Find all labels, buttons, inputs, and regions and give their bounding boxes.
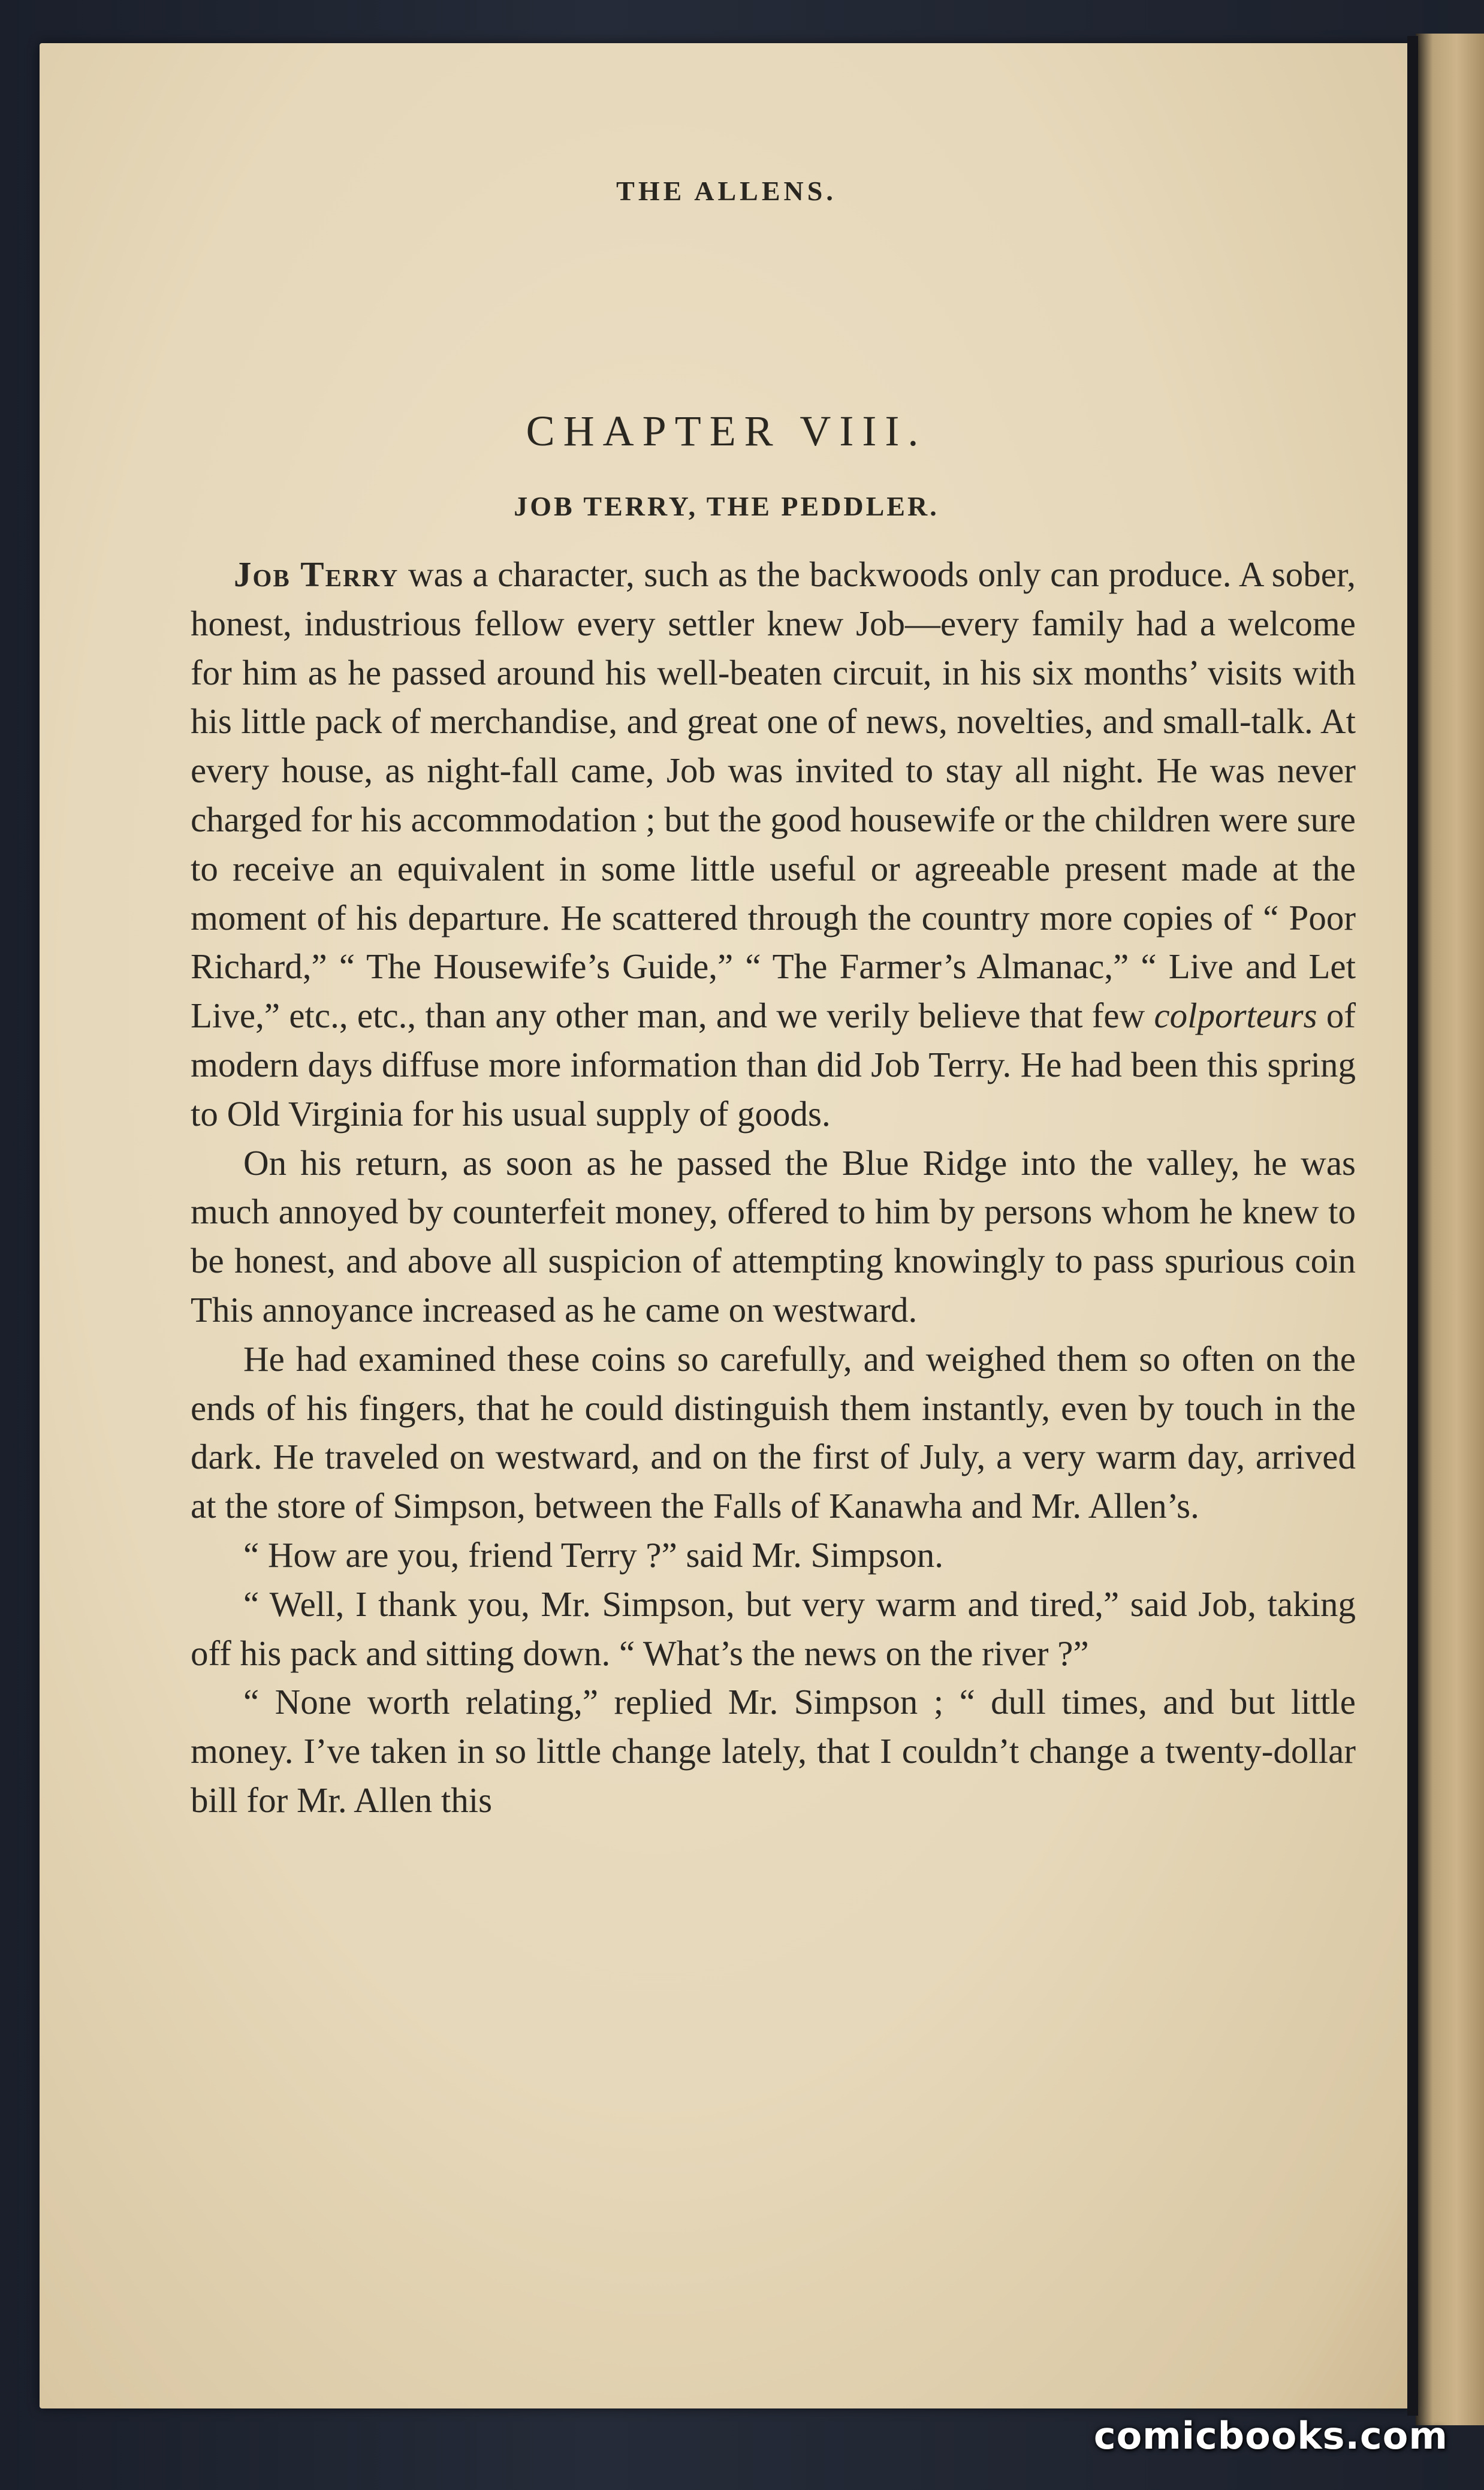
- paragraph: He had examined these coins so carefully, and weighed them so often on the ends of his fingers, that he could distinguish them instantly, even by touch in the dark. He traveled on westward, and on the first of July, a very warm day, arrived at the store of Simpson, between the Falls of Kanawha and Mr. Allen’s.: [191, 1339, 1356, 1526]
- paragraph-lead-words: Job Terry: [234, 554, 399, 594]
- paragraph: “ None worth relating,” replied Mr. Simpson ; “ dull times, and but little money. I’ve taken in so little change lately, that I couldn’t change a twenty-dollar bill for Mr. Allen this: [191, 1682, 1356, 1820]
- running-head: THE ALLENS.: [616, 176, 837, 206]
- watermark: comicbooks.com: [1093, 2414, 1448, 2458]
- chapter-subtitle: JOB TERRY, THE PEDDLER.: [514, 491, 939, 521]
- paragraph: [191, 550, 1356, 1139]
- chapter-title: CHAPTER VIII.: [526, 407, 927, 455]
- paragraph: “ Well, I thank you, Mr. Simpson, but very warm and tired,” said Job, taking off his pack and sitting down. “ What’s the news on the river ?”: [191, 1584, 1356, 1673]
- adjacent-page-edge: [1416, 34, 1484, 2425]
- italic-term: colporteurs: [1154, 996, 1317, 1036]
- paragraph-text: was a character, such as the backwoods only can produce. A sober, honest, industrious fellow every settler knew Job—every family had a welcome for him as he passed around his well-beaten circuit, in his six months’ visits with his little pack of merchandise, and great one of news, novelties, and small-talk. At every house, as night-fall came, Job was invited to stay all night. He was never charged for his accommodation ; but the good housewife or the children were sure to receive an equivalent in some little useful or agreeable present made at the moment of his departure. He scattered through the country more copies of “ Poor Richard,” “ The Housewife’s Guide,” “ The Farmer’s Almanac,” “ Live and Let Live,” etc., etc., than any other man, and we verily believe that few: [191, 554, 1356, 1036]
- paragraph: “ How are you, friend Terry ?” said Mr. Simpson.: [243, 1535, 943, 1575]
- paragraph-text-tail: of modern days diffuse more information than did Job Terry. He had been this spring to Old Virginia for his usual supply of goods.: [191, 996, 1356, 1134]
- page-gutter: [1407, 36, 1418, 2416]
- chapter-body: [191, 550, 1356, 1825]
- paragraph: On his return, as soon as he passed the Blue Ridge into the valley, he was much annoyed by counterfeit money, offered to him by persons whom he knew to be honest, and above all suspicion of attempting knowingly to pass spurious coin This annoyance increased as he came on westward.: [191, 1142, 1356, 1330]
